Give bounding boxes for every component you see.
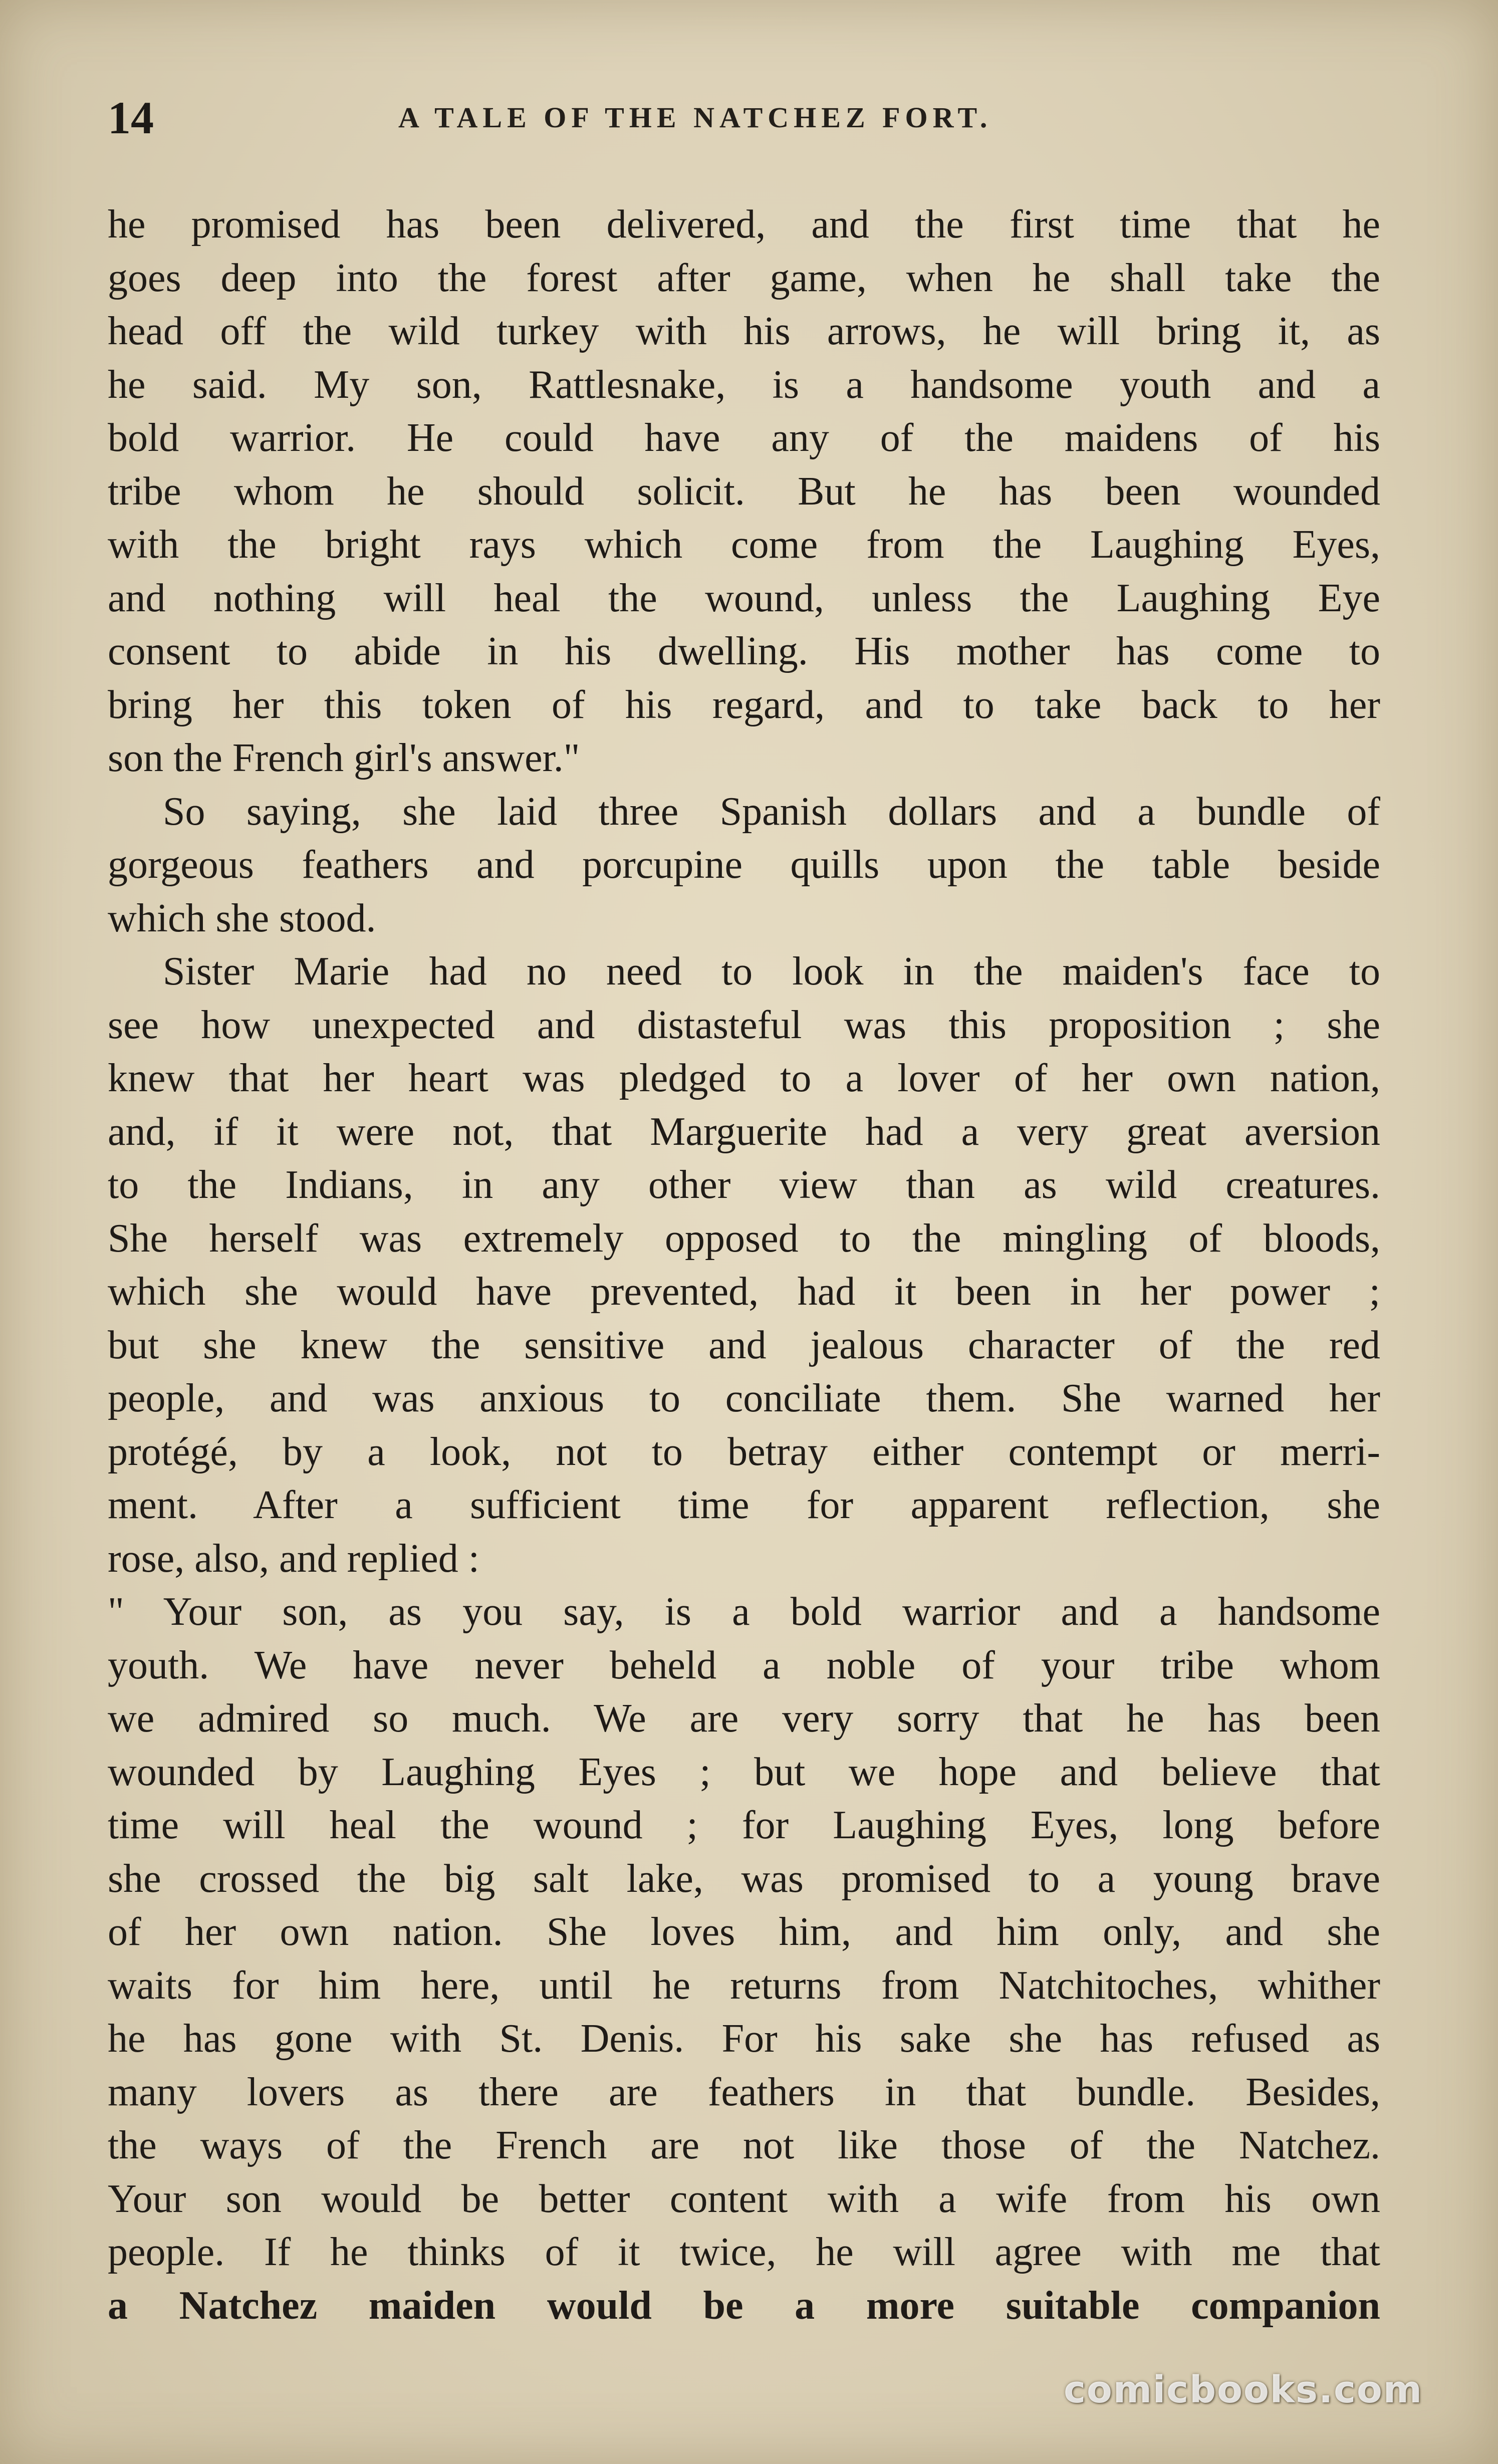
text-line: " Your son, as you say, is a bold warrior and a handsome — [108, 1590, 1380, 1634]
text-line: bring her this token of his regard, and to take back to her — [108, 682, 1380, 727]
text-line: of her own nation. She loves him, and him only, and she — [108, 1910, 1380, 1954]
text-line: protégé, by a look, not to betray either contempt or merri- — [108, 1429, 1380, 1474]
text-line: son the French girl's answer." — [108, 736, 580, 780]
text-line: youth. We have never beheld a noble of your tribe whom — [108, 1643, 1380, 1687]
text-line: which she would have prevented, had it been in her power ; — [108, 1270, 1380, 1314]
text-line: people. If he thinks of it twice, he will agree with me that — [108, 2230, 1380, 2274]
page-header — [108, 88, 1380, 148]
text-line: goes deep into the forest after game, when he shall take the — [108, 256, 1380, 300]
text-line: but she knew the sensitive and jealous character of the red — [108, 1323, 1380, 1367]
text-line: she crossed the big salt lake, was promised to a young brave — [108, 1856, 1380, 1901]
text-line: consent to abide in his dwelling. His mother has come to — [108, 629, 1380, 673]
text-line: a Natchez maiden would be a more suitable companion — [108, 2283, 1380, 2328]
text-line: many lovers as there are feathers in that bundle. Besides, — [108, 2070, 1380, 2114]
text-line: and, if it were not, that Marguerite had a very great aversion — [108, 1109, 1380, 1154]
text-line: tribe whom he should solicit. But he has been wounded — [108, 469, 1380, 514]
text-line: knew that her heart was pledged to a lover of her own nation, — [108, 1056, 1380, 1100]
text-line: he said. My son, Rattlesnake, is a handsome youth and a — [108, 362, 1380, 407]
running-title: A TALE OF THE NATCHEZ FORT. — [398, 101, 992, 134]
text-line: the ways of the French are not like those of the Natchez. — [108, 2123, 1380, 2167]
text-line: She herself was extremely opposed to the mingling of bloods, — [108, 1216, 1380, 1261]
text-line: time will heal the wound ; for Laughing Eyes, long before — [108, 1803, 1380, 1847]
text-line: see how unexpected and distasteful was this proposition ; she — [108, 1003, 1380, 1047]
text-line: head off the wild turkey with his arrows, he will bring it, as — [108, 309, 1380, 353]
page-number: 14 — [108, 92, 154, 143]
text-line: with the bright rays which come from the Laughing Eyes, — [108, 523, 1380, 567]
text-line: bold warrior. He could have any of the maidens of his — [108, 416, 1380, 460]
text-line: to the Indians, in any other view than as wild creatures. — [108, 1163, 1380, 1207]
body-text — [108, 198, 1380, 2332]
text-line: he promised has been delivered, and the first time that he — [108, 202, 1380, 247]
text-line: people, and was anxious to conciliate them. She warned her — [108, 1376, 1380, 1420]
text-line: he has gone with St. Denis. For his sake she has refused as — [108, 2017, 1380, 2061]
text-line: which she stood. — [108, 896, 376, 940]
text-line: rose, also, and replied : — [108, 1536, 479, 1581]
text-line: Sister Marie had no need to look in the maiden's face to — [163, 949, 1380, 994]
text-line: wounded by Laughing Eyes ; but we hope and believe that — [108, 1750, 1380, 1794]
site-watermark: comicbooks.com — [1064, 2368, 1423, 2411]
text-line: ment. After a sufficient time for apparent reflection, she — [108, 1483, 1380, 1527]
text-line: and nothing will heal the wound, unless the Laughing Eye — [108, 576, 1380, 620]
text-line: So saying, she laid three Spanish dollars and a bundle of — [163, 789, 1380, 834]
text-line: Your son would be better content with a wife from his own — [108, 2176, 1380, 2221]
text-line: waits for him here, until he returns from Natchitoches, whither — [108, 1963, 1380, 2008]
text-line: gorgeous feathers and porcupine quills upon the table beside — [108, 843, 1380, 887]
text-line: we admired so much. We are very sorry that he has been — [108, 1696, 1380, 1741]
